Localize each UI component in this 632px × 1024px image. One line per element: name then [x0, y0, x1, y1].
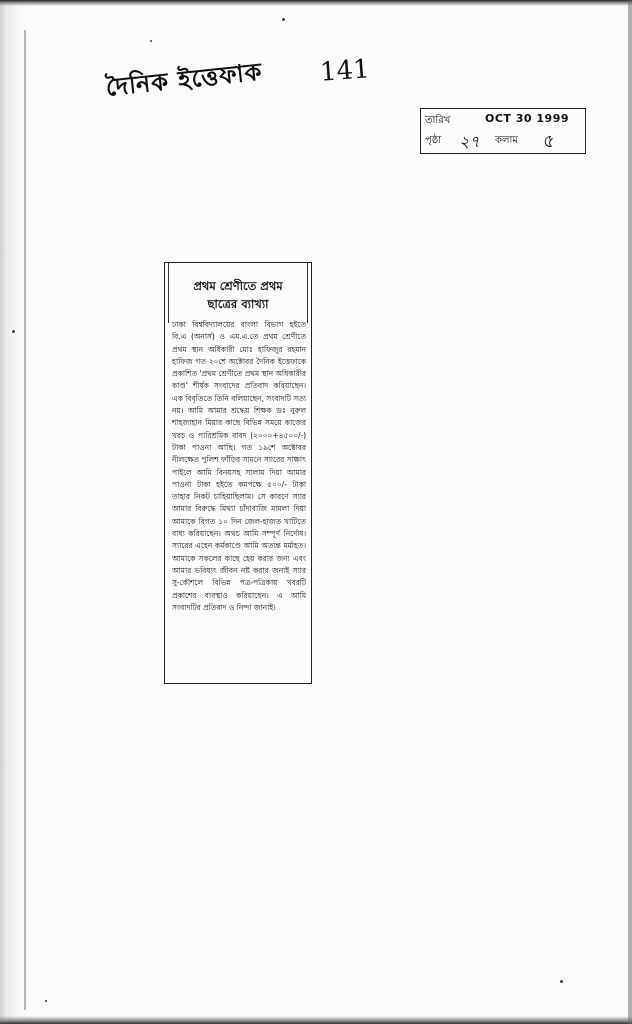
- handwritten-newspaper-name: দৈনিক ইত্তেফাক: [104, 56, 264, 102]
- stamp-page-label: পৃষ্ঠা: [425, 135, 442, 146]
- stamp-page-row: [425, 133, 581, 150]
- clip-right-rule: [307, 263, 308, 323]
- article-headline: [165, 263, 311, 319]
- page-bottom-edge: [0, 1016, 632, 1024]
- stamp-page-value: ২৭: [459, 132, 480, 151]
- scan-speck: [12, 330, 15, 333]
- stamp-column-value: ৫: [543, 131, 555, 152]
- page-right-edge: [628, 0, 632, 1024]
- binding-line: [24, 30, 26, 1010]
- date-stamp: [420, 108, 586, 154]
- clip-left-rule: [168, 263, 169, 323]
- headline-line-1: প্রথম শ্রেণীতে প্রথম: [193, 279, 283, 293]
- scan-speck: [282, 18, 285, 21]
- scan-speck: [150, 40, 152, 42]
- page-top-edge: [0, 0, 632, 6]
- stamp-date-row: [425, 113, 581, 130]
- scan-speck: [45, 1000, 47, 1002]
- stamp-date: OCT 30 1999: [485, 112, 570, 125]
- article-body: [165, 319, 311, 614]
- newspaper-clipping: [164, 262, 312, 684]
- stamp-column-label: কলাম: [495, 135, 518, 146]
- headline-line-2: ছাত্রের ব্যাখ্যা: [207, 297, 269, 311]
- handwritten-page-number: 141: [319, 54, 371, 88]
- scan-speck: [560, 980, 563, 983]
- article-paragraph: ঢাকা বিশ্ববিদ্যালয়ের বাংলা বিভাগ হইতে বি.এ (অনার্স) ও এম.এ.তে প্রথম শ্রেণীতে প্রথম স্থান অধিকারী মোঃ হাফিজুর রহমান হাফিজ গত ২০শে অক্টোবর দৈনিক ইত্তেফাকে প্রকাশিত 'প্রথম শ্রেণীতে প্রথম স্থান অধিকারীর কাণ্ড' শীর্ষক সংবাদের প্রতিবাদ করিয়াছেন। এক বিবৃতিতে তিনি বলিয়াছেন, সংবাদটি সত্য নয়। আমি আমার শ্রদ্ধেয় শিক্ষক ডঃ নুরুল শাহজাহান মিয়ার কাছে বিভিন্ন সময়ে কাজের খরচ ও পারিশ্রমিক বাবদ (২০০০+৪৫০০/-) টাকা পাওনা আছি। গত ১৯শে অক্টোবর নীলক্ষেত পুলিশ ফাঁড়ির সামনে স্যারের সাক্ষাৎ পাইলে আমি বিনয়সহ সালাম দিয়া আমার পাওনা টাকা হইতে কমপক্ষে ৫০০/- টাকা তাহার নিকট চাহিয়াছিলাম। সে কারণে স্যার আমার বিরুদ্ধে মিথ্যা চাঁদাবাজি মামলা দিয়া আমাকে বিগত ১০ দিন জেল-হাজত খাটিতে বাধ্য করিয়াছেন। অথচ আমি সম্পূর্ণ নির্দোষ। স্যারের এহেন কর্মকাণ্ডে আমি অত্যন্ত মর্মাহত। আমাকে সকলের কাছে হেয় করার জন্য এবং আমার ভবিষ্যৎ জীবন নষ্ট করার জন্যই স্যার সু-কৌশলে বিভিন্ন পত্র-পত্রিকায় খবরটি প্রকাশের ব্যবস্থাও করিয়াছেন। এ আমি সংবাদটির প্রতিবাদ ও নিন্দা জানাই।: [172, 320, 306, 612]
- stamp-date-label: তারিখ: [425, 115, 451, 126]
